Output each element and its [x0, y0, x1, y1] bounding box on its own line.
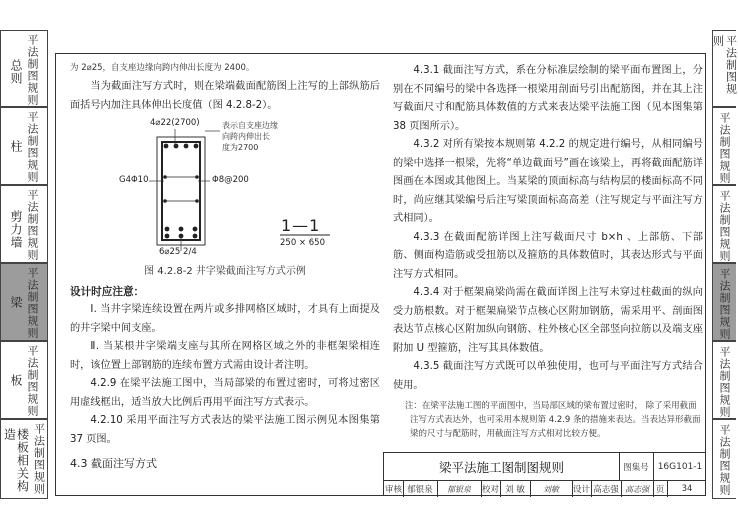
right-tab-beam[interactable] — [712, 263, 736, 341]
tab-label-main: 楼板相关构造 — [2, 428, 30, 493]
attention-item-2: Ⅱ. 当某根井字梁端支座与其所在网格区域之外的非框架梁相连时，该位置上部钢筋的连续布置方式需由设计者注明。 — [70, 341, 380, 371]
side-tab-slab[interactable] — [0, 341, 48, 419]
section-4-3-1: 4.3.1 截面注写方式，系在分标准层绘制的梁平面布置图上，分别在不同编号的梁中各选择一根梁用剖面号引出配筋图，并在其上注写截面尺寸和配筋具体数值的方式来表达梁平法施工图（见本图集第 38 页图所示）。 — [393, 65, 703, 132]
section-4-3-3: 4.3.3 在截面配筋详图上注写截面尺寸 b×h 、上部筋、下部筋、侧面构造筋或受扭筋以及箍筋的具体数值时，其表达形式与平面注写方式相同。 — [393, 231, 703, 280]
section-4-3-2: 4.3.2 对所有梁按本规则第 4.2.2 的规定进行编号，从相同编号的梁中选择一根梁，先将“单边截面号”画在该梁上，再将截面配筋详图画在本图或其他图上。当某梁的顶面标高与结构层的楼面标高不同时，尚应继其梁编号后注写梁顶面标高高差（注写规定与平面注写方式相同）。 — [393, 139, 703, 224]
continued-note: 为 2⌀25，自支座边缘向跨内伸出长度为 2400。 — [70, 63, 255, 73]
right-column — [393, 62, 703, 441]
side-bar-label: G4Φ10 — [119, 175, 149, 185]
stirrup-label: Φ8@200 — [212, 175, 249, 185]
right-tab-slab-related[interactable] — [712, 419, 736, 499]
section-4-3-heading: 4.3 截面注写方式 — [70, 457, 157, 470]
tab-label-main: 梁 — [9, 296, 23, 309]
tab-label-sub: 平法制图规则 — [26, 34, 39, 106]
reviewer-signature: 郁银泉 — [447, 484, 471, 494]
check-label: 校对 — [481, 485, 499, 495]
review-label: 审核 — [384, 485, 402, 495]
figure-caption: 图 4.2.8-2 井字梁截面注写方式示例 — [144, 266, 306, 277]
checker-signature: 刘敏 — [543, 484, 559, 494]
footnote: 注：在梁平法施工图的平面图中，当局部区域的梁布置过密时， 除了采用截面注写方式表达外，也可采用本规则第 4.2.9 条的措施来表达。当表达异形截面梁的尺寸与配筋时，用截面注写方式相对比较方便。 — [404, 401, 701, 439]
right-tab-slab[interactable] — [712, 341, 736, 419]
annotation-line-2: 向跨内伸出长 — [222, 132, 270, 141]
top-bar-label: 4⌀22(2700) — [150, 118, 200, 128]
annotation-line-3: 度为2700 — [222, 143, 259, 152]
tab-label-sub: 平法制图规则 — [32, 423, 46, 495]
tab-label-sub: 平法制图规则 — [711, 35, 738, 95]
section-figure — [70, 117, 380, 257]
tab-label-sub: 平法制图规则 — [26, 111, 39, 183]
section-mark: 1—1 — [281, 216, 321, 235]
tab-label-sub: 平法制图规则 — [718, 190, 731, 262]
tab-label-sub: 平法制图规则 — [26, 189, 39, 261]
designer-name: 高志强 — [593, 485, 619, 495]
stirrup — [162, 142, 200, 240]
tab-label-sub: 平法制图规则 — [718, 346, 731, 418]
right-tab-general[interactable] — [712, 30, 736, 107]
page-number: 34 — [681, 484, 693, 494]
section-4-3-4: 4.3.4 对于框架扁梁尚需在截面详图上注写未穿过柱截面的纵向受力筋根数。对于框架扁梁节点核心区附加钢筋，需采用平、剖面图表达节点核心区附加纵向钢筋、柱外核心区全部竖向拉筋以及端支座附加 U 型箍筋，注写其具体数值。 — [393, 287, 703, 354]
side-tab-shear-wall[interactable] — [0, 185, 48, 263]
tab-label-main: 剪力墙 — [9, 210, 23, 249]
side-tab-general[interactable] — [0, 30, 48, 107]
drawing-title: 梁平法施工图制图规则 — [438, 460, 564, 475]
section-4-2-9: 4.2.9 在梁平法施工图中，当局部梁的布置过密时，可将过密区用虚线框出，适当放大比例后再用平面注写方式表示。 — [70, 378, 380, 408]
tab-label-main: 柱 — [9, 140, 23, 153]
tab-label-main: 板 — [9, 374, 23, 387]
right-tab-column[interactable] — [712, 107, 736, 185]
design-label: 设计 — [572, 485, 590, 495]
designer-signature: 高志强 — [625, 484, 649, 494]
tab-label-sub: 平法制图规则 — [718, 424, 731, 496]
tab-label-sub: 平法制图规则 — [26, 345, 39, 417]
reviewer-name: 郁银泉 — [407, 485, 433, 495]
section-4-2-10: 4.2.10 采用平面注写方式表达的梁平法施工图示例见本图集第 37 页图。 — [70, 415, 380, 445]
side-tab-column[interactable] — [0, 107, 48, 185]
section-size: 250 × 650 — [280, 238, 325, 248]
bottom-bar-label: 6⌀25 2/4 — [159, 247, 197, 257]
annotation-line-1: 表示自支座边缘 — [222, 121, 278, 130]
side-tab-slab-related[interactable] — [0, 419, 48, 499]
tab-label-sub: 平法制图规则 — [718, 112, 731, 184]
tab-label-main: 总则 — [9, 59, 23, 85]
right-tab-shear-wall[interactable] — [712, 185, 736, 263]
tab-label-sub: 平法制图规则 — [718, 268, 731, 340]
left-column — [70, 62, 380, 473]
page-label: 页 — [655, 485, 665, 495]
atlas-number: 16G101-1 — [657, 462, 703, 472]
attention-item-1: Ⅰ. 当井字梁连续设置在两片或多排网格区域时，才具有上面提及的井字梁中间支座。 — [70, 304, 380, 334]
section-4-3-5: 4.3.5 截面注写方式既可以单独使用，也可与平面注写方式结合使用。 — [393, 361, 703, 391]
side-tab-beam[interactable] — [0, 263, 48, 341]
tab-label-sub: 平法制图规则 — [26, 267, 39, 339]
title-block — [383, 452, 706, 496]
design-attention-heading: 设计时应注意： — [70, 286, 145, 298]
checker-name: 刘 敏 — [505, 485, 525, 495]
paragraph-section-annotation: 当为截面注写方式时，则在梁端截面配筋图上注写的上部纵筋后面括号内加注具体伸出长度值（图 4.2.8-2）。 — [70, 81, 380, 111]
atlas-label: 图集号 — [623, 463, 649, 473]
